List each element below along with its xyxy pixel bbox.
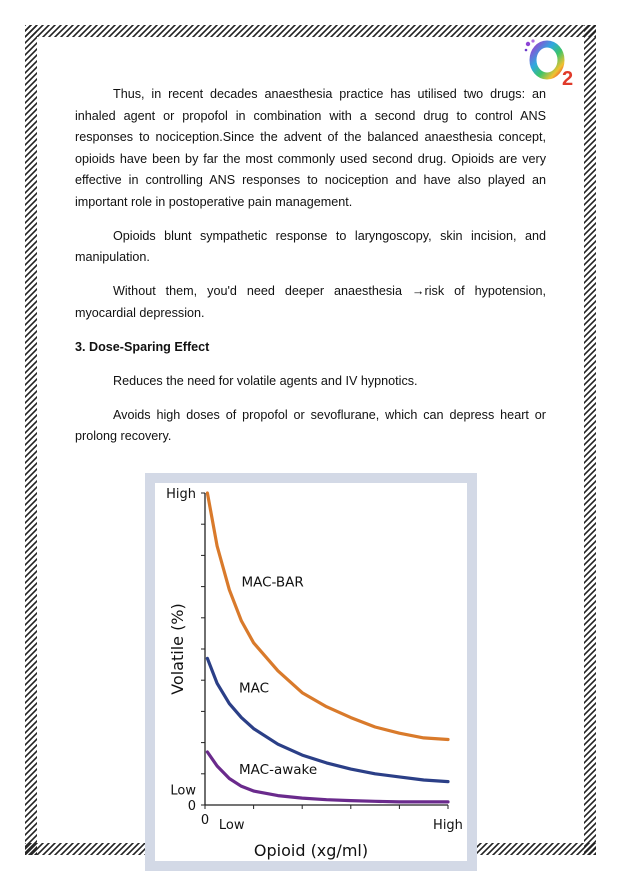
logo-subscript: 2: [562, 68, 574, 88]
x-tick-label-zero: 0: [200, 813, 210, 828]
x-tick-label-low: Low: [218, 818, 245, 833]
series-label-mac: MAC: [239, 680, 270, 697]
o2-logo-icon: [523, 38, 579, 88]
paragraph-avoids-high-doses: Avoids high doses of propofol or sevoflurane, which can depress heart or prolong recovery.: [75, 407, 546, 443]
y-tick-label-high: High: [166, 487, 196, 502]
y-axis-label: Volatile (%): [168, 603, 187, 695]
x-tick-label-high: High: [433, 818, 463, 833]
series-line-mac-bar: [207, 493, 448, 740]
page-border-left: [25, 25, 37, 855]
x-axis-label: Opioid (xg/ml): [253, 841, 369, 860]
y-tick-label-zero: 0: [187, 799, 196, 814]
series-label-mac-bar: MAC-BAR: [241, 574, 304, 591]
paragraph-balanced-anaesthesia: Thus, in recent decades anaesthesia practice has utilised two drugs: an inhaled agent or propofol in combination with a second drug to control ANS responses to nociception.Since the advent of the balanced anaesthesia concept, opioids have been by far the most commonly used second drug. Opioids are very effective in controlling ANS responses to nociception and have also played an important role in postoperative pain management.: [75, 87, 546, 209]
page-border-top: [25, 25, 596, 37]
document-body: [75, 84, 546, 460]
figure-frame: [145, 473, 477, 871]
figure-panel: [155, 483, 467, 861]
series-label-mac-awake: MAC-awake: [239, 761, 318, 778]
y-tick-label-low: Low: [170, 783, 196, 799]
dose-sparing-chart: [155, 483, 467, 861]
page-border-right: [584, 25, 596, 855]
section-heading: 3. Dose-Sparing Effect: [75, 339, 210, 354]
paragraph-deeper-anaesthesia: Without them, you'd need deeper anaesthesia →risk of hypotension, myocardial depression.: [75, 284, 546, 320]
paragraph-sympathetic-response: Opioids blunt sympathetic response to laryngoscopy, skin incision, and manipulation.: [75, 228, 546, 264]
paragraph-reduces-need: Reduces the need for volatile agents and IV hypnotics.: [113, 373, 418, 388]
